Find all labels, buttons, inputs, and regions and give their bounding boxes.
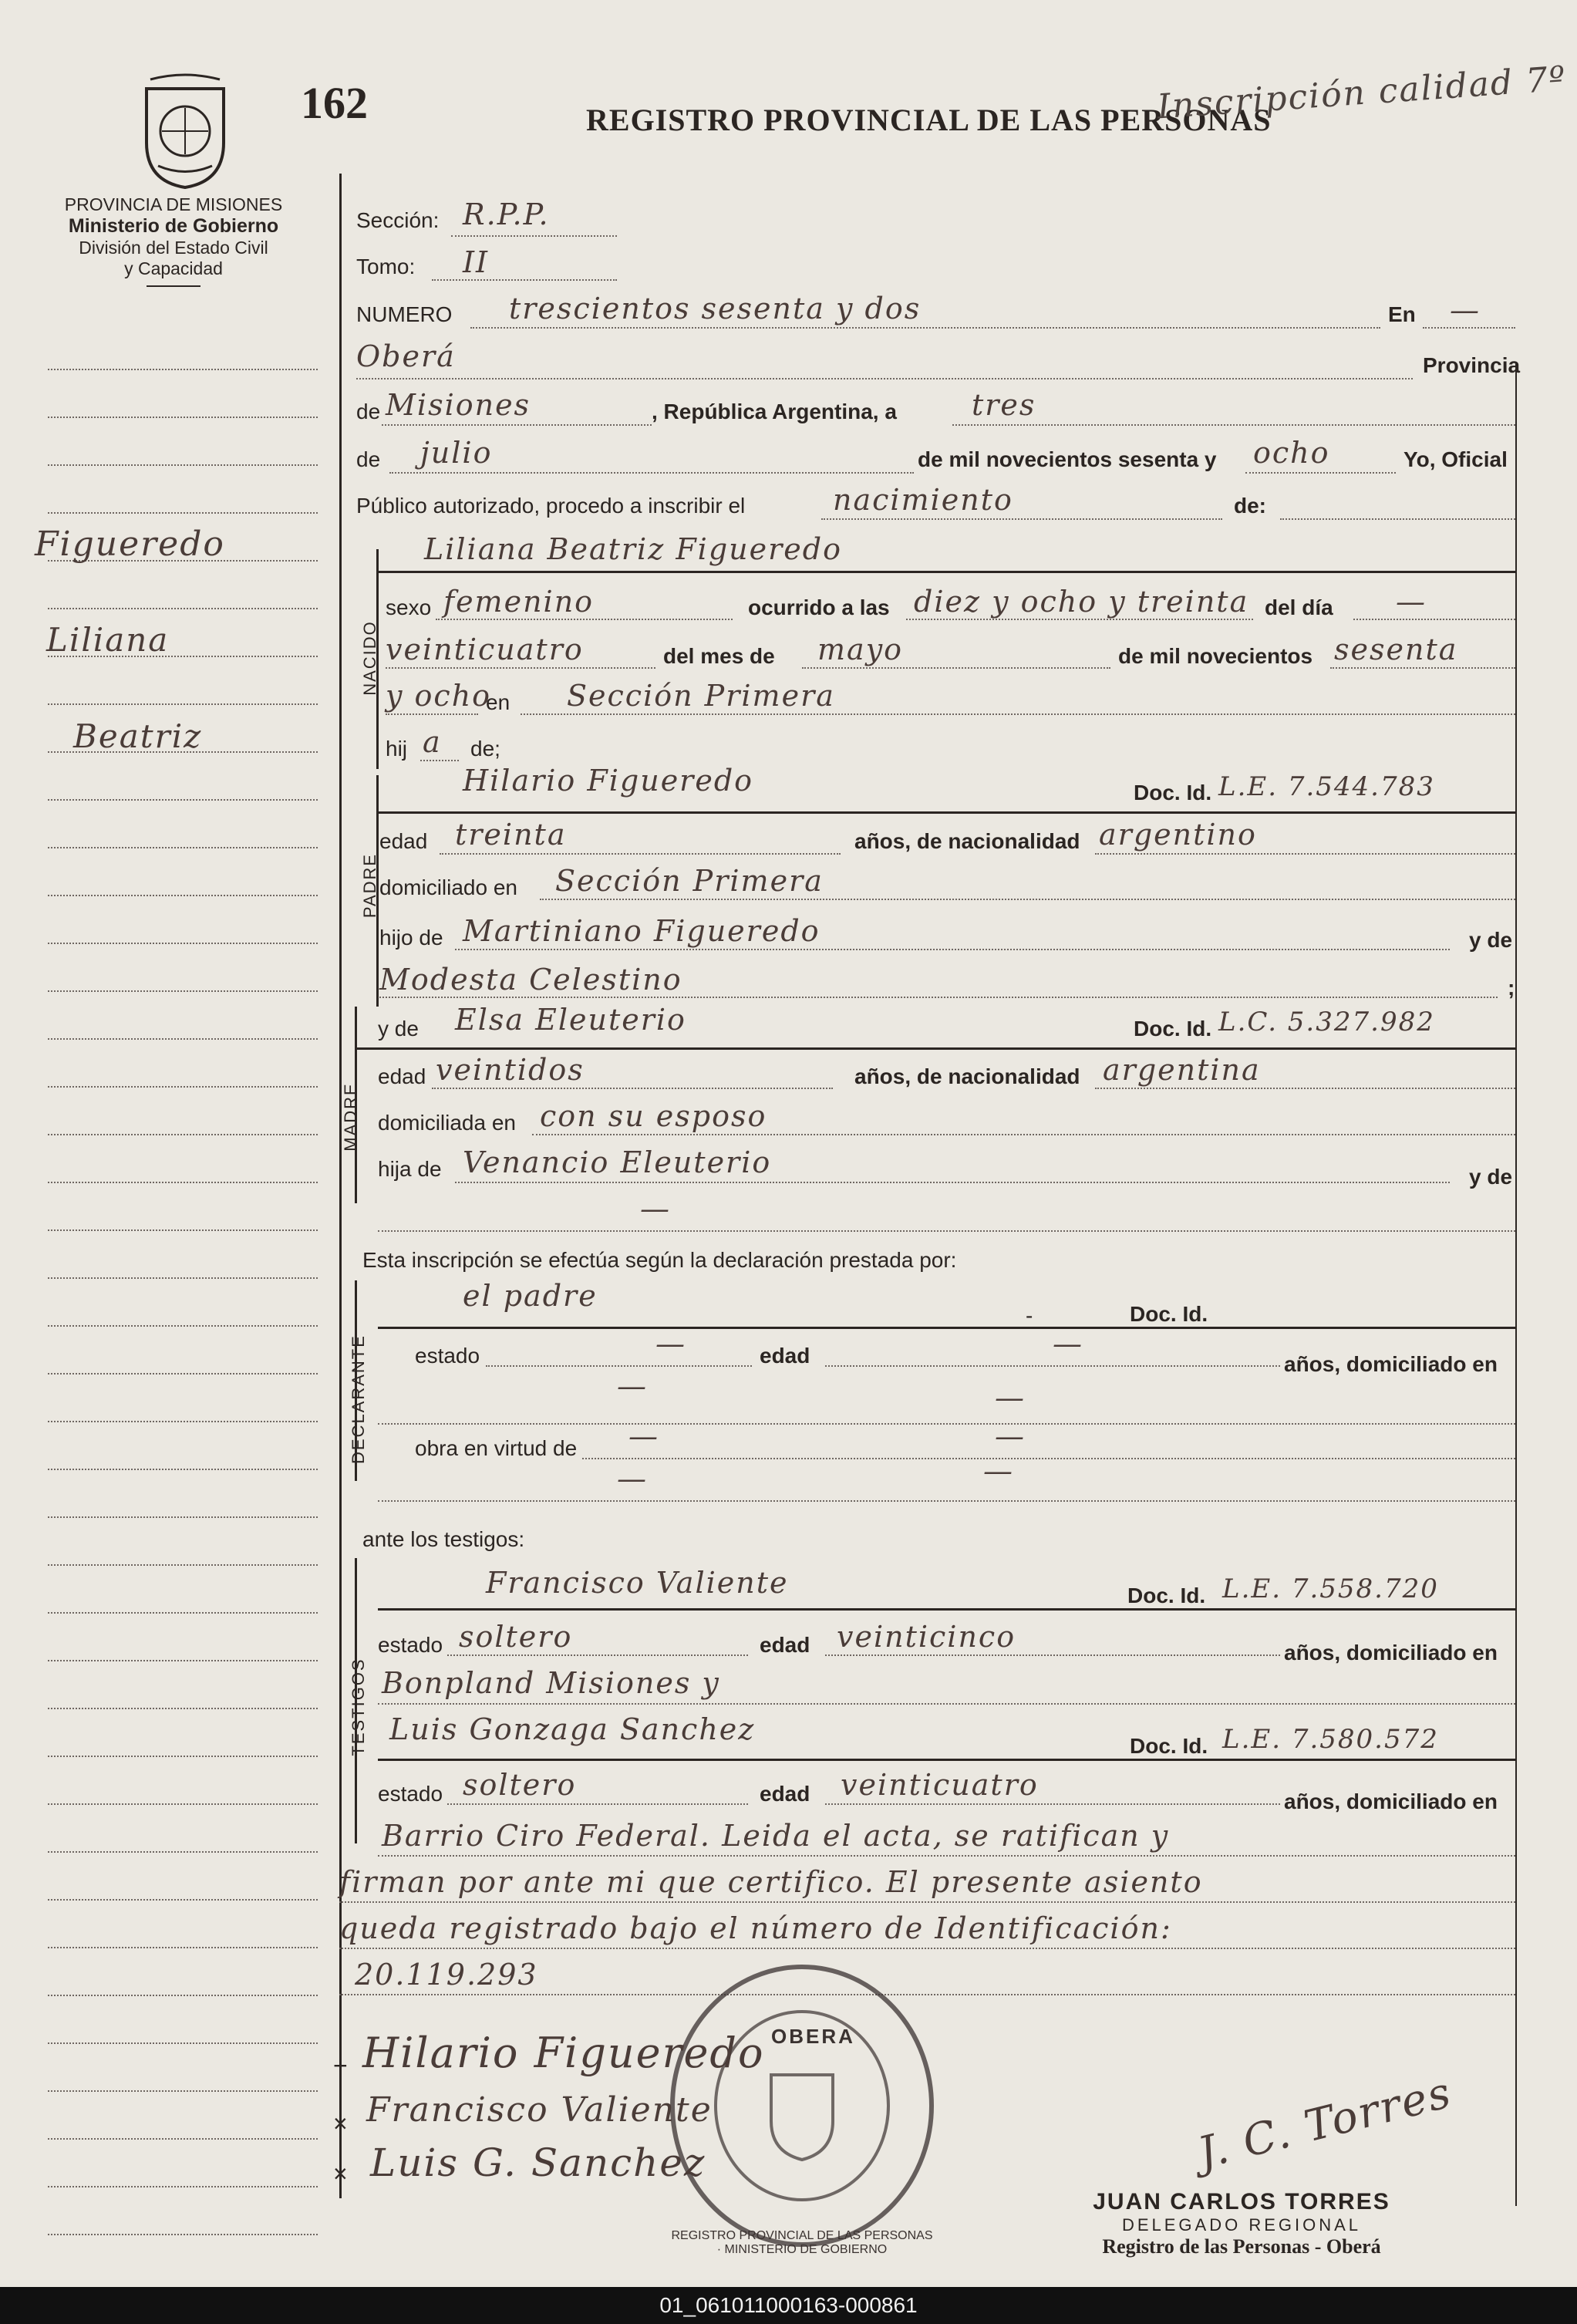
hora-value: diez y ocho y treinta: [914, 585, 1249, 619]
margin-ruled-line: [48, 990, 318, 992]
declarante-estado-value: —: [655, 1327, 686, 1361]
margin-ruled-line: [48, 369, 318, 370]
seccion-underline: [451, 235, 617, 237]
declarante-intro: Esta inscripción se efectúa según la declaración prestada por:: [362, 1248, 957, 1272]
en-nacido-label: en: [486, 690, 511, 714]
numero-value: trescientos sesenta y dos: [509, 292, 922, 325]
deldia-underline: [1353, 619, 1515, 620]
tomo-underline: [432, 279, 617, 281]
de3-underline: [1280, 518, 1515, 520]
declarante-section-label: DECLARANTE: [349, 1334, 368, 1464]
witness1-doc-value: L.E. 7.558.720: [1222, 1574, 1439, 1604]
provincia-underline: [382, 424, 652, 426]
anio-value-2: y ocho: [386, 679, 492, 713]
declarante-name: el padre: [463, 1279, 598, 1313]
padre-edad-value: treinta: [455, 818, 567, 852]
provincial-crest-icon: [139, 73, 231, 189]
declarante-doc-label: Doc. Id.: [1130, 1302, 1208, 1326]
testigos-intro: ante los testigos:: [362, 1527, 525, 1551]
publico-label: Público autorizado, procedo a inscribir el: [356, 494, 746, 518]
margin-ruled-line: [48, 1277, 318, 1279]
margin-ruled-line: [48, 1421, 318, 1422]
anio-value-1: sesenta: [1334, 632, 1458, 666]
witness1-dom-underline: [378, 1703, 1515, 1705]
issuer-line1: PROVINCIA DE MISIONES: [64, 194, 283, 214]
declarante-dash-5: —: [983, 1454, 1014, 1488]
margin-ruled-line: [48, 1182, 318, 1183]
padre-name: Hilario Figueredo: [463, 764, 754, 798]
witness1-dom-value: Bonpland Misiones y: [382, 1666, 720, 1700]
padre-name-rule: [376, 811, 1515, 814]
closing-underline-1: [339, 1901, 1515, 1903]
republica-label: , República Argentina, a: [652, 400, 897, 423]
declarante-dash-4: —: [617, 1462, 648, 1496]
witness1-edad-value: veinticinco: [837, 1620, 1016, 1654]
declarante-obra-label: obra en virtud de: [415, 1436, 578, 1460]
officer-title: DELEGADO REGIONAL: [1121, 2215, 1362, 2235]
en-label: En: [1388, 302, 1416, 326]
padre-hijo-label: hijo de: [379, 926, 443, 950]
padre-nac-label: años, de nacionalidad: [854, 829, 1080, 853]
place-underline: [356, 378, 1413, 379]
padre-nac-value: argentino: [1099, 818, 1257, 852]
declarante-estado-label: estado: [415, 1344, 480, 1368]
declarante-dom-label: años, domiciliado en: [1284, 1352, 1498, 1376]
madre-edad-label: edad: [378, 1064, 426, 1088]
margin-ruled-line: [48, 1947, 318, 1948]
madre-hija-label: hija de: [378, 1157, 442, 1181]
padre-dom-underline: [540, 899, 1515, 900]
issuer-divider: [147, 285, 200, 287]
witness2-doc-value: L.E. 7.580.572: [1222, 1724, 1439, 1755]
madre-padre-de-underline: [455, 1182, 1450, 1183]
margin-ruled-line: [48, 1134, 318, 1135]
declarante-obra-underline-2: [378, 1500, 1515, 1502]
madre-nac-underline: [1095, 1088, 1515, 1089]
seccion-label: Sección:: [356, 208, 440, 232]
margin-ruled-line: [48, 608, 318, 609]
witness2-dom-label: años, domiciliado en: [1284, 1789, 1498, 1813]
day-underline: [952, 424, 1515, 426]
madre-padre-de-value: Venancio Eleuterio: [463, 1145, 772, 1179]
margin-note-middle-name: Beatriz: [73, 717, 203, 755]
anio-underline-2: [386, 713, 478, 715]
declarante-dash-2: —: [995, 1381, 1026, 1415]
seccion-value: R.P.P.: [463, 197, 550, 231]
signature-francisco: Francisco Valiente: [366, 2090, 713, 2130]
provincia-value: Misiones: [386, 388, 531, 422]
stamp-center-text: OBERA: [771, 2025, 855, 2048]
declarante-dash-1: —: [617, 1369, 648, 1403]
witness1-estado-underline: [447, 1654, 748, 1656]
witness2-edad-value: veinticuatro: [841, 1768, 1039, 1802]
nacido-section-label: NACIDO: [360, 620, 379, 696]
declarante-edad-underline: [825, 1365, 1280, 1367]
hijo-value: a: [423, 725, 442, 759]
ocurrido-label: ocurrido a las: [748, 595, 890, 619]
witness1-estado-label: estado: [378, 1633, 443, 1657]
sexo-underline: [436, 619, 733, 620]
margin-ruled-line: [48, 1373, 318, 1374]
nacido-name: Liliana Beatriz Figueredo: [424, 532, 842, 566]
witness2-edad-underline: [825, 1803, 1280, 1805]
witness2-edad-label: edad: [760, 1782, 810, 1806]
margin-note-first-name: Liliana: [46, 621, 170, 659]
padre-padre-de-underline: [455, 949, 1450, 950]
closing-line-1: firman por ante mi que certifico. El presente asiento: [339, 1865, 1203, 1899]
madre-section-label: MADRE: [341, 1082, 360, 1152]
margin-ruled-line: [48, 943, 318, 944]
sexo-label: sexo: [386, 595, 432, 619]
madre-name-rule: [355, 1047, 1515, 1050]
dia-value: veinticuatro: [386, 632, 584, 666]
madre-name: Elsa Eleuterio: [455, 1003, 686, 1037]
margin-ruled-line: [48, 2138, 318, 2140]
margin-ruled-line: [48, 1851, 318, 1853]
margin-ruled-line: [48, 417, 318, 418]
padre-doc-value: L.E. 7.544.783: [1218, 771, 1435, 802]
signature-hilario: Hilario Figueredo: [362, 2029, 765, 2077]
margin-ruled-line: [48, 1612, 318, 1614]
margin-ruled-line: [48, 464, 318, 466]
footer-filename-bar: [0, 2287, 1577, 2324]
witness2-estado-value: soltero: [463, 1768, 577, 1802]
lugar-value: Sección Primera: [567, 679, 835, 713]
year-value: ocho: [1253, 436, 1330, 470]
padre-dom-value: Sección Primera: [555, 864, 824, 898]
lugar-underline: [521, 713, 1515, 715]
witness1-edad-underline: [825, 1654, 1280, 1656]
margin-ruled-line: [48, 1803, 318, 1805]
closing-line-2: queda registrado bajo el número de Identificación:: [339, 1911, 1172, 1945]
closing-underline-2: [339, 1948, 1515, 1949]
act-value: nacimiento: [833, 483, 1013, 517]
officer-name: JUAN CARLOS TORRES: [1093, 2189, 1390, 2214]
witness1-name: Francisco Valiente: [486, 1566, 789, 1600]
madre-yde2-label: y de: [1469, 1165, 1513, 1189]
margin-ruled-line: [48, 1995, 318, 1996]
madre-edad-value: veintidos: [436, 1053, 585, 1087]
padre-edad-label: edad: [379, 829, 428, 853]
place-value: Oberá: [356, 339, 456, 373]
issuer-line2: Ministerio de Gobierno: [68, 215, 279, 237]
mes-underline: [802, 667, 1110, 669]
margin-ruled-line: [48, 2186, 318, 2187]
footer-filename: 01_061011000163-000861: [659, 2293, 918, 2317]
padre-yde-label: y de: [1469, 928, 1513, 952]
margin-ruled-line: [48, 1086, 318, 1088]
madre-nac-value: argentina: [1103, 1053, 1261, 1087]
witness1-edad-label: edad: [760, 1633, 810, 1657]
closing-line-3: 20.119.293: [355, 1958, 538, 1992]
declarante-edad-label: edad: [760, 1344, 810, 1368]
madre-yde-label: y de: [378, 1017, 419, 1041]
padre-padre-de-value: Martiniano Figueredo: [463, 914, 821, 948]
signature-marker-3: ×: [333, 2160, 348, 2187]
signature-luis: Luis G. Sanchez: [370, 2140, 706, 2185]
mes-label: del mes de: [663, 644, 775, 668]
stamp-ring-text: REGISTRO PROVINCIAL DE LAS PERSONAS · MINISTERIO DE GOBIERNO: [671, 2229, 933, 2256]
declarante-obra-value: —: [628, 1419, 659, 1453]
witness2-dom-value: Barrio Ciro Federal. Leida el acta, se ratifican y: [382, 1819, 1170, 1853]
margin-ruled-line: [48, 1516, 318, 1518]
padre-madre-de-value: Modesta Celestino: [379, 963, 682, 997]
mes-value: mayo: [817, 632, 904, 666]
corner-handwriting: Inscripción calidad 7º: [1155, 59, 1569, 127]
padre-nac-underline: [1095, 853, 1515, 855]
main-right-rule: [1515, 363, 1517, 2206]
signature-officer: J. C. Torres: [1193, 2067, 1457, 2179]
month-value: julio: [420, 436, 493, 470]
padre-semicolon: ;: [1508, 976, 1515, 1000]
issuer-line3: División del Estado Civil: [79, 238, 268, 258]
madre-dash: —: [640, 1192, 671, 1226]
en-value: —: [1450, 293, 1481, 327]
witness2-estado-underline: [447, 1803, 748, 1805]
witness1-dom-label: años, domiciliado en: [1284, 1641, 1498, 1665]
day-value: tres: [972, 388, 1036, 422]
officer-block: [1056, 2189, 1427, 2258]
madre-doc-label: Doc. Id.: [1134, 1017, 1212, 1041]
padre-dom-label: domiciliado en: [379, 875, 517, 899]
margin-ruled-line: [48, 1229, 318, 1231]
margin-ruled-line: [48, 1564, 318, 1566]
margin-ruled-line: [48, 847, 318, 848]
madre-dom-value: con su esposo: [540, 1099, 767, 1133]
padre-section-label: PADRE: [360, 852, 379, 919]
witness2-name: Luis Gonzaga Sanchez: [389, 1712, 756, 1746]
witness1-estado-value: soltero: [459, 1620, 573, 1654]
madre-dom-label: domiciliada en: [378, 1111, 516, 1135]
margin-ruled-line: [48, 1756, 318, 1757]
de-label: de: [356, 400, 381, 423]
madre-nac-label: años, de nacionalidad: [854, 1064, 1080, 1088]
hora-underline: [906, 619, 1253, 620]
en-underline: [1423, 327, 1515, 329]
numero-underline: [470, 327, 1380, 329]
signature-marker-1: +: [333, 2052, 348, 2079]
issuer-block: [31, 194, 316, 287]
witness2-name-rule: [378, 1759, 1515, 1761]
declarante-edad-value: —: [1053, 1327, 1083, 1361]
madre-doc-value: L.C. 5.327.982: [1218, 1007, 1435, 1037]
dia-underline: [386, 667, 655, 669]
yo-oficial-label: Yo, Oficial: [1403, 447, 1508, 471]
tomo-value: II: [463, 245, 490, 279]
provincia-label: Provincia: [1423, 353, 1521, 377]
margin-ruled-line: [48, 1469, 318, 1470]
hijo-underline: [420, 760, 459, 761]
declarante-dom-underline: [378, 1423, 1515, 1425]
padre-doc-label: Doc. Id.: [1134, 781, 1212, 804]
margin-ruled-line: [48, 512, 318, 514]
deldia-label: del día: [1265, 595, 1333, 619]
madre-edad-underline: [432, 1088, 833, 1089]
padre-edad-underline: [440, 853, 841, 855]
margin-ruled-line: [48, 1325, 318, 1327]
signature-marker-2: ×: [333, 2110, 348, 2137]
year-underline: [1245, 472, 1396, 474]
witness2-estado-label: estado: [378, 1782, 443, 1806]
margin-ruled-line: [48, 895, 318, 896]
act-underline: [821, 518, 1222, 520]
declarante-estado-underline: [486, 1365, 752, 1367]
hijo-de-label: de;: [470, 737, 500, 761]
anio-underline-1: [1330, 667, 1515, 669]
mil-label: de mil novecientos sesenta y: [918, 447, 1217, 471]
hijo-label: hij: [386, 737, 408, 761]
declarante-name-rule: [378, 1327, 1515, 1329]
margin-ruled-line: [48, 2234, 318, 2235]
declarante-dash-3: —: [995, 1419, 1026, 1453]
witness2-doc-label: Doc. Id.: [1130, 1734, 1208, 1758]
margin-ruled-line: [48, 2042, 318, 2044]
witness1-name-rule: [378, 1608, 1515, 1611]
madre-dom-underline: [532, 1134, 1515, 1135]
page-number: 162: [301, 78, 368, 128]
witness2-dom-underline: [378, 1855, 1515, 1857]
madre-madre-de-underline: [378, 1230, 1515, 1232]
mil-novecientos-label: de mil novecientos: [1118, 644, 1313, 668]
margin-ruled-line: [48, 1038, 318, 1040]
declarante-obra-underline: [582, 1458, 1515, 1459]
sexo-value: femenino: [443, 585, 595, 619]
margin-ruled-line: [48, 1899, 318, 1901]
tomo-label: Tomo:: [356, 255, 416, 278]
testigos-section-label: TESTIGOS: [349, 1658, 368, 1756]
witness1-doc-label: Doc. Id.: [1127, 1584, 1206, 1607]
margin-ruled-line: [48, 2090, 318, 2092]
issuer-line4: y Capacidad: [124, 258, 223, 278]
margin-note-surname: Figueredo: [35, 525, 225, 564]
margin-ruled-line: [48, 799, 318, 801]
officer-office: Registro de las Personas - Oberá: [1102, 2235, 1381, 2258]
document-title: REGISTRO PROVINCIAL DE LAS PERSONAS: [586, 103, 1272, 137]
nacido-name-rule: [376, 571, 1515, 573]
numero-label: NUMERO: [356, 302, 453, 326]
deldia-value: —: [1396, 585, 1427, 619]
de2-label: de: [356, 447, 381, 471]
margin-ruled-line: [48, 703, 318, 705]
declarante-name-dash: -: [1026, 1304, 1033, 1327]
de3-label: de:: [1234, 494, 1266, 518]
margin-ruled-line: [48, 1708, 318, 1709]
padre-madre-de-underline: [379, 997, 1498, 998]
margin-ruled-line: [48, 1660, 318, 1661]
month-underline: [389, 472, 914, 474]
